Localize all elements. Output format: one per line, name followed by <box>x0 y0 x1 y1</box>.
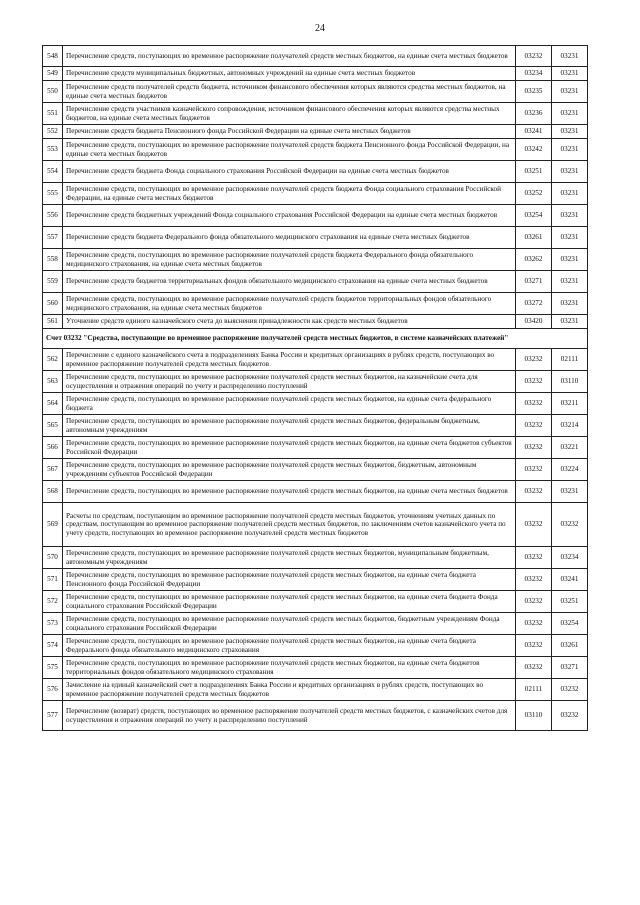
credit-code: 03231 <box>552 293 588 315</box>
credit-code: 03231 <box>552 46 588 67</box>
debit-code: 03271 <box>516 271 552 293</box>
debit-code: 03235 <box>516 81 552 103</box>
table-row <box>43 459 588 481</box>
row-number: 551 <box>43 103 63 125</box>
row-number: 563 <box>43 371 63 393</box>
row-description: Перечисление средств бюджета Пенсионного фонда Российской Федерации на единые счета местных бюджетов <box>63 125 516 139</box>
row-number: 560 <box>43 293 63 315</box>
debit-code: 03232 <box>516 459 552 481</box>
credit-code: 03231 <box>552 227 588 249</box>
table-row <box>43 569 588 591</box>
row-description: Перечисление средств, поступающих во временное распоряжение получателей средств местных бюджетов, на единые счета бюджетов субъектов Российской Федерации <box>63 437 516 459</box>
row-description: Уточнение средств единого казначейского счета до выяснения принадлежности как средств местных бюджетов <box>63 315 516 329</box>
section-header-row <box>43 329 588 349</box>
row-number: 558 <box>43 249 63 271</box>
table-row <box>43 371 588 393</box>
row-description: Перечисление средств бюджета Фонда социального страхования Российской Федерации на единые счета местных бюджетов <box>63 161 516 183</box>
row-description: Перечисление средств бюджетов территориальных фондов обязательного медицинского страхования на единые счета местных бюджетов <box>63 271 516 293</box>
row-description: Перечисление средств участников казначейского сопровождения, источником финансового обеспечения которых являются средства местных бюджетов, на единые счета местных бюджетов <box>63 103 516 125</box>
credit-code: 03241 <box>552 569 588 591</box>
debit-code: 03232 <box>516 371 552 393</box>
table-row <box>43 437 588 459</box>
row-description: Перечисление средств, поступающих во временное распоряжение получателей средств местных бюджетов, на единые счета федерального бюджета <box>63 393 516 415</box>
row-description: Перечисление средств, поступающих во временное распоряжение получателей средств местных бюджетов, на единые счета местных бюджетов <box>63 46 516 67</box>
debit-code: 03232 <box>516 613 552 635</box>
debit-code: 03232 <box>516 393 552 415</box>
table-row <box>43 701 588 731</box>
credit-code: 03254 <box>552 613 588 635</box>
debit-code: 03110 <box>516 701 552 731</box>
credit-code: 03234 <box>552 547 588 569</box>
credit-code: 03231 <box>552 81 588 103</box>
credit-code: 03231 <box>552 139 588 161</box>
credit-code: 03232 <box>552 679 588 701</box>
table-row <box>43 249 588 271</box>
row-description: Перечисление средств, поступающих во временное распоряжение получателей средств бюджета Федерального фонда обязательного медицинского страхования, на единые счета местных бюджетов <box>63 249 516 271</box>
debit-code: 03420 <box>516 315 552 329</box>
section-title: Счет 03232 "Средства, поступающие во временное распоряжение получателей средств местных бюджетов, в системе казначейских платежей" <box>43 329 588 349</box>
debit-code: 03232 <box>516 437 552 459</box>
row-number: 577 <box>43 701 63 731</box>
table-row <box>43 103 588 125</box>
debit-code: 02111 <box>516 679 552 701</box>
row-number: 565 <box>43 415 63 437</box>
credit-code: 03261 <box>552 635 588 657</box>
credit-code: 03231 <box>552 481 588 503</box>
row-description: Перечисление (возврат) средств, поступающих во временное распоряжение получателей средств местных бюджетов, с казначейских счетов для осуществления и отражения операций по учету и распределению поступлений <box>63 701 516 731</box>
row-number: 557 <box>43 227 63 249</box>
credit-code: 03231 <box>552 183 588 205</box>
row-description: Перечисление средств, поступающих во временное распоряжение получателей средств местных бюджетов, на единые счета бюджета Пенсионного фонда Российской Федерации <box>63 569 516 591</box>
debit-code: 03232 <box>516 503 552 547</box>
table-row <box>43 227 588 249</box>
debit-code: 03232 <box>516 46 552 67</box>
row-number: 571 <box>43 569 63 591</box>
row-description: Перечисление средств, поступающих во временное распоряжение получателей средств местных бюджетов, на единые счета бюджетов территориальных фондов обязательного медицинского страхования <box>63 657 516 679</box>
table-row <box>43 481 588 503</box>
debit-code: 03232 <box>516 569 552 591</box>
table-row <box>43 183 588 205</box>
table-row <box>43 349 588 371</box>
row-description: Перечисление средств, поступающих во временное распоряжение получателей средств местных бюджетов, федеральным бюджетным, автономным учреждениям <box>63 415 516 437</box>
row-description: Перечисление средств, поступающих во временное распоряжение получателей средств местных бюджетов, на единые счета бюджета Фонда социального страхования Российской Федерации <box>63 591 516 613</box>
table-row <box>43 547 588 569</box>
row-description: Перечисление средств, поступающих во временное распоряжение получателей средств местных бюджетов, муниципальным бюджетным, автономным учреждениям <box>63 547 516 569</box>
debit-code: 03272 <box>516 293 552 315</box>
debit-code: 03242 <box>516 139 552 161</box>
debit-code: 03236 <box>516 103 552 125</box>
table-row <box>43 139 588 161</box>
row-number: 550 <box>43 81 63 103</box>
page-number: 24 <box>315 23 325 34</box>
row-description: Перечисление средств, поступающих во временное распоряжение получателей средств бюджета Пенсионного фонда Российской Федерации, на единые счета местных бюджетов <box>63 139 516 161</box>
debit-code: 03232 <box>516 547 552 569</box>
table-row <box>43 415 588 437</box>
credit-code: 03231 <box>552 271 588 293</box>
row-number: 574 <box>43 635 63 657</box>
row-number: 559 <box>43 271 63 293</box>
credit-code: 03231 <box>552 125 588 139</box>
credit-code: 03224 <box>552 459 588 481</box>
row-description: Перечисление средств бюджетных учреждений Фонда социального страхования Российской Федерации на единые счета местных бюджетов <box>63 205 516 227</box>
row-number: 549 <box>43 67 63 81</box>
row-number: 556 <box>43 205 63 227</box>
table-row <box>43 81 588 103</box>
row-description: Перечисление средств, поступающих во временное распоряжение получателей средств местных бюджетов, бюджетным, автономным учреждениям субъектов Российской Федерации <box>63 459 516 481</box>
row-number: 555 <box>43 183 63 205</box>
row-number: 561 <box>43 315 63 329</box>
credit-code: 03232 <box>552 701 588 731</box>
row-number: 552 <box>43 125 63 139</box>
row-number: 566 <box>43 437 63 459</box>
credit-code: 03231 <box>552 315 588 329</box>
row-description: Перечисление средств, поступающих во временное распоряжение получателей средств бюджетов территориальных фондов обязательного медицинского страхования, на единые счета местных бюджетов <box>63 293 516 315</box>
debit-code: 03232 <box>516 481 552 503</box>
table-row <box>43 315 588 329</box>
credit-code: 03231 <box>552 161 588 183</box>
table-row <box>43 125 588 139</box>
table-row <box>43 205 588 227</box>
debit-code: 03232 <box>516 591 552 613</box>
table-row <box>43 293 588 315</box>
credit-code: 03231 <box>552 205 588 227</box>
debit-code: 03252 <box>516 183 552 205</box>
table-row <box>43 271 588 293</box>
row-description: Перечисление средств бюджета Федерального фонда обязательного медицинского страхования на единые счета местных бюджетов <box>63 227 516 249</box>
row-description: Зачисление на единый казначейский счет в подразделениях Банка России и кредитных организациях в рублях средств, поступающих во временное распоряжение получателей средств местных бюджетов <box>63 679 516 701</box>
credit-code: 03232 <box>552 503 588 547</box>
row-description: Перечисление средств, поступающих во временное распоряжение получателей средств бюджета Фонда социального страхования Российской Федерации, на единые счета местных бюджетов <box>63 183 516 205</box>
row-description: Перечисление с единого казначейского счета в подразделениях Банка России и кредитных организациях в рублях средств, поступающих во временное распоряжение получателей средств местных бюджетов <box>63 349 516 371</box>
row-number: 548 <box>43 46 63 67</box>
row-number: 572 <box>43 591 63 613</box>
accounts-table <box>42 45 588 731</box>
table-row <box>43 591 588 613</box>
row-description: Перечисление средств, поступающих во временное распоряжение получателей средств местных бюджетов, на казначейские счета для осуществления и отражения операций по учету и распределению поступлений <box>63 371 516 393</box>
debit-code: 03241 <box>516 125 552 139</box>
debit-code: 03254 <box>516 205 552 227</box>
row-number: 568 <box>43 481 63 503</box>
row-description: Перечисление средств, поступающих во временное распоряжение получателей средств местных бюджетов, бюджетным учреждениям Фонда социального страхования Российской Федерации <box>63 613 516 635</box>
table-row <box>43 679 588 701</box>
credit-code: 03271 <box>552 657 588 679</box>
table-row <box>43 393 588 415</box>
table-row <box>43 67 588 81</box>
table-row <box>43 161 588 183</box>
row-number: 575 <box>43 657 63 679</box>
table-row <box>43 657 588 679</box>
credit-code: 03231 <box>552 67 588 81</box>
debit-code: 03234 <box>516 67 552 81</box>
row-description: Расчеты по средствам, поступающим во временное распоряжение получателей средств местных бюджетов, уточнениям учетных данных по средствам, поступающим во временное распоряжение получателей средств местных бюджетов, по заключениям счетов казначейского учета по учету средств, поступающих во временное распоряжение получателей средств местных бюджетов <box>63 503 516 547</box>
row-description: Перечисление средств получателей средств бюджета, источником финансового обеспечения которых являются средства местных бюджетов, на единые счета местных бюджетов <box>63 81 516 103</box>
row-number: 564 <box>43 393 63 415</box>
row-number: 562 <box>43 349 63 371</box>
row-number: 569 <box>43 503 63 547</box>
credit-code: 03211 <box>552 393 588 415</box>
debit-code: 03232 <box>516 635 552 657</box>
row-description: Перечисление средств, поступающих во временное распоряжение получателей средств местных бюджетов, на единые счета бюджета Федерального фонда обязательного медицинского страхования <box>63 635 516 657</box>
debit-code: 03232 <box>516 657 552 679</box>
debit-code: 03262 <box>516 249 552 271</box>
credit-code: 03221 <box>552 437 588 459</box>
debit-code: 03261 <box>516 227 552 249</box>
table-row <box>43 635 588 657</box>
row-number: 567 <box>43 459 63 481</box>
credit-code: 02111 <box>552 349 588 371</box>
row-number: 554 <box>43 161 63 183</box>
table-row <box>43 613 588 635</box>
row-number: 570 <box>43 547 63 569</box>
credit-code: 03231 <box>552 103 588 125</box>
table-row <box>43 46 588 67</box>
credit-code: 03231 <box>552 249 588 271</box>
credit-code: 03110 <box>552 371 588 393</box>
debit-code: 03232 <box>516 415 552 437</box>
debit-code: 03251 <box>516 161 552 183</box>
table-row <box>43 503 588 547</box>
row-number: 576 <box>43 679 63 701</box>
row-description: Перечисление средств, поступающих во временное распоряжение получателей средств местных бюджетов, на единые счета местных бюджетов <box>63 481 516 503</box>
credit-code: 03214 <box>552 415 588 437</box>
row-description: Перечисление средств муниципальных бюджетных, автономных учреждений на единые счета местных бюджетов <box>63 67 516 81</box>
credit-code: 03251 <box>552 591 588 613</box>
debit-code: 03232 <box>516 349 552 371</box>
row-number: 553 <box>43 139 63 161</box>
row-number: 573 <box>43 613 63 635</box>
